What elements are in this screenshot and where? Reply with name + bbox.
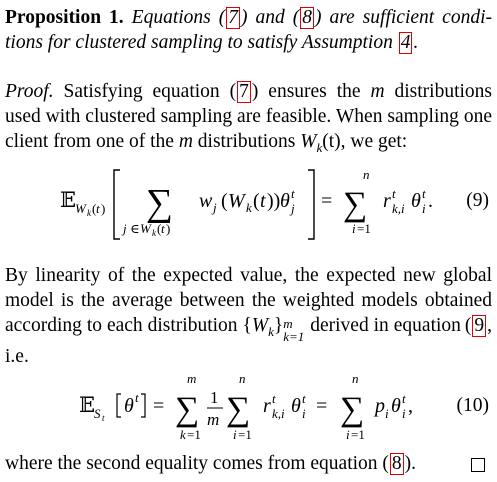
svg-text:t: t [422,186,426,201]
svg-text:∑: ∑ [175,391,200,428]
math-k-set: k [268,323,274,339]
final-line-text-b: ). [404,453,417,474]
svg-text:W: W [140,221,151,236]
proposition-text-b: ) and ( [241,7,300,28]
set-lower-index: k=1 [283,329,305,344]
svg-text:θ: θ [411,190,421,212]
svg-text:S: S [94,406,101,421]
svg-text:𝔼: 𝔼 [60,188,77,212]
equation-9-number: (9) [466,190,489,211]
equation-reference-7b[interactable]: 7 [239,81,249,102]
linearity-line4-b: , i.e. [5,315,492,367]
proof-line2: used with clustered sampling are feasible. When sampling [5,106,459,127]
svg-text:t: t [392,186,396,201]
svg-text:p: p [375,395,385,417]
svg-text:i: i [385,406,389,421]
proof-text-a: Satisfying equation ( [63,81,237,102]
svg-text:t: t [402,391,406,406]
equation-10-number: (10) [456,395,489,416]
equation-reference-9[interactable]: 9 [474,315,485,336]
svg-text:W: W [228,190,245,212]
svg-text:=: = [153,395,165,417]
svg-text:j: j [213,200,217,215]
set-close-brace: } [273,315,284,336]
proposition-text-line2: tions for clustered sampling to satisfy Assumption [5,32,393,53]
svg-text:m: m [187,371,197,386]
svg-text:i: i [233,427,237,442]
svg-text:j: j [291,201,295,216]
svg-text:): ) [101,201,106,216]
proof-line3-c: , we get: [340,131,408,152]
svg-text:m: m [207,410,220,429]
linearity-paragraph: By linearity of the expected value, the expected new global model is the average between the weighted models obtained according to each distribution $\{W_k\}$ m k=1 derived in equation ( 9 , i.e. [5,265,492,367]
svg-text:t: t [272,391,276,406]
svg-text:n: n [239,371,246,386]
assumption-reference-4[interactable]: 4 [400,32,411,53]
linearity-line2: model is the average between the weighted models obtained [5,290,492,311]
svg-text:t: t [96,201,100,216]
final-line [5,451,492,476]
proof-text-b: ) ensures the [251,81,371,102]
set-index-range [283,313,305,344]
svg-text:i: i [352,221,356,236]
svg-text:∑: ∑ [226,391,251,428]
svg-text:k: k [87,208,91,218]
svg-text:(: ( [253,190,260,212]
proof-text-c: distributions [384,81,492,102]
svg-text:n: n [352,371,359,386]
proof-label: Proof. [5,81,54,102]
proposition-label: Proposition 1. [5,7,124,28]
svg-text:)): )) [267,190,281,212]
math-m-2: m [178,131,193,152]
svg-text:𝔼: 𝔼 [79,393,96,417]
svg-text:k: k [246,200,252,215]
equation-reference-8b[interactable]: 8 [391,453,402,474]
svg-text:(: ( [221,190,228,212]
svg-text:∈: ∈ [130,221,140,236]
math-W: W [300,131,317,152]
svg-text:,: , [408,395,413,417]
equation-reference-8[interactable]: 8 [302,7,312,28]
svg-text:.: . [428,190,433,212]
svg-text:(: ( [92,201,97,216]
svg-text:k,i: k,i [272,406,285,421]
svg-text:t: t [161,221,165,236]
linearity-line3-a: according to each distribution { [5,315,252,336]
svg-text:∑: ∑ [146,182,174,224]
equation-10-formula [0,368,497,446]
svg-text:W: W [75,201,86,216]
proof-line3-b: distributions [192,131,301,152]
svg-text:r: r [383,190,391,212]
svg-text:j: j [123,221,127,236]
math-t: (t) [322,131,341,152]
linearity-line1: By linearity of the expected value, the expected new global [5,265,492,286]
svg-text:t: t [302,391,306,406]
proposition-paragraph [5,5,492,55]
svg-text:i: i [402,406,406,421]
proposition-text-c: ) are sufficient condi- [314,7,492,28]
equation-9-formula [0,163,497,248]
math-W-set: W [251,315,269,336]
svg-text:k,i: k,i [392,201,405,216]
equation-10 [0,368,497,446]
proof-line3-a: one client from one of the [5,106,493,152]
svg-text:θ: θ [124,395,134,417]
svg-text:θ: θ [280,190,290,212]
svg-text:∑: ∑ [343,186,368,223]
proof-paragraph [5,79,492,160]
svg-text:i: i [302,406,306,421]
math-k: k [316,139,323,155]
svg-text:θ: θ [291,395,301,417]
svg-text:t: t [135,390,139,405]
svg-text:i: i [422,201,426,216]
svg-text:∑: ∑ [340,391,365,428]
equation-9 [0,163,497,248]
svg-text:t: t [102,413,105,423]
svg-text:k: k [180,427,186,442]
svg-text:t: t [291,186,295,201]
svg-text:=1: =1 [357,221,371,236]
qed-square-icon [471,458,485,472]
proposition-text-a: Equations ( [131,7,226,28]
svg-text:w: w [199,190,213,212]
set-upper-index: m [283,316,293,331]
svg-text:i: i [346,427,350,442]
svg-text:=1: =1 [351,427,365,442]
svg-text:(: ( [157,221,162,236]
svg-text:=: = [316,395,328,417]
svg-text:=1: =1 [187,427,201,442]
math-m: m [370,81,385,102]
svg-text:=1: =1 [238,427,252,442]
svg-text:=: = [321,190,333,212]
equation-reference-7[interactable]: 7 [228,7,238,28]
svg-text:t: t [260,190,266,212]
svg-text:n: n [363,167,370,182]
svg-text:θ: θ [391,395,401,417]
svg-text:): ) [166,221,171,236]
linearity-line3-c: derived in equation [305,315,461,336]
final-line-text-a: where the second equality comes from equation ( [5,453,389,474]
svg-text:r: r [263,395,271,417]
svg-text:1: 1 [210,388,219,407]
proposition-end: . [413,32,419,53]
svg-text:k: k [152,228,156,238]
